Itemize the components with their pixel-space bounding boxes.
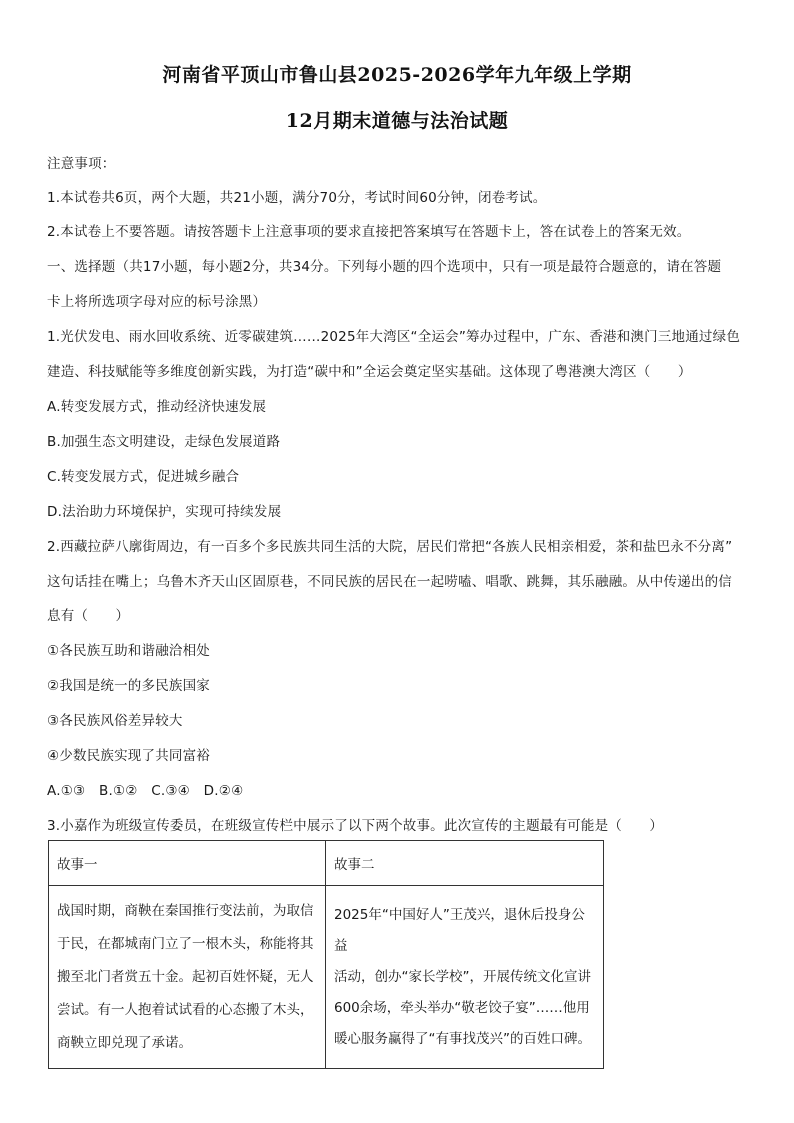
story-1-line: 尝试。有一人抱着试试看的心态搬了木头， <box>57 1001 314 1018</box>
question-1-option-a: A.转变发展方式，推动经济快速发展 <box>47 399 267 415</box>
story-2-line: 活动，创办“家长学校”，开展传统文化宣讲 <box>334 968 591 985</box>
question-2-options: A.①③ B.①② C.③④ D.②④ <box>47 783 244 799</box>
question-2-item-4: ④少数民族实现了共同富裕 <box>47 748 211 764</box>
story-2-header: 故事二 <box>326 841 604 886</box>
story-table-header-row <box>49 841 604 886</box>
question-2-item-1: ①各民族互助和谐融洽相处 <box>47 643 211 659</box>
notice-item-2: 2.本试卷上不要答题。请按答题卡上注意事项的要求直接把答案填写在答题卡上，答在试卷上的答案无效。 <box>47 224 691 240</box>
notice-heading: 注意事项： <box>47 156 116 172</box>
story-1-cell <box>49 886 326 1069</box>
story-2-line: 暖心服务赢得了“有事找茂兴”的百姓口碑。 <box>334 1030 591 1047</box>
question-3-stem: 3.小嘉作为班级宣传委员，在班级宣传栏中展示了以下两个故事。此次宣传的主题最有可能是（ ） <box>47 818 664 834</box>
story-2-line: 600余场，牵头举办“敬老饺子宴”……他用 <box>334 999 590 1016</box>
section-heading-line1: 一、选择题（共17小题，每小题2分，共34分。下列每小题的四个选项中，只有一项是最符合题意的，请在答题 <box>47 259 722 275</box>
question-2-stem-line2: 这句话挂在嘴上；乌鲁木齐天山区固原巷，不同民族的居民在一起唠嗑、唱歌、跳舞，其乐融融。从中传递出的信 <box>47 574 732 590</box>
question-2-stem-line3: 息有（ ） <box>47 608 130 624</box>
question-2-item-2: ②我国是统一的多民族国家 <box>47 678 211 694</box>
section-heading-line2: 卡上将所选项字母对应的标号涂黑） <box>47 294 267 310</box>
question-1-option-d: D.法治助力环境保护，实现可持续发展 <box>47 504 282 520</box>
story-1-line: 搬至北门者赏五十金。起初百姓怀疑，无人 <box>57 968 314 985</box>
question-1-stem-line1: 1.光伏发电、雨水回收系统、近零碳建筑……2025年大湾区“全运会”筹办过程中，广东、香港和澳门三地通过绿色 <box>47 329 741 345</box>
story-table-body-row <box>49 886 604 1069</box>
story-1-header: 故事一 <box>49 841 326 886</box>
story-1-line: 商鞅立即兑现了承诺。 <box>57 1034 192 1051</box>
exam-title-line1: 河南省平顶山市鲁山县2025-2026学年九年级上学期 <box>162 64 632 86</box>
exam-title-line2: 12月期末道德与法治试题 <box>285 110 509 132</box>
question-1-option-c: C.转变发展方式，促进城乡融合 <box>47 469 240 485</box>
question-1-stem-line2: 建造、科技赋能等多维度创新实践，为打造“碳中和”全运会奠定坚实基础。这体现了粤港澳大湾区（ ） <box>47 364 692 380</box>
question-1-option-b: B.加强生态文明建设，走绿色发展道路 <box>47 434 281 450</box>
notice-item-1: 1.本试卷共6页，两个大题，共21小题，满分70分，考试时间60分钟，闭卷考试。 <box>47 190 547 206</box>
story-1-line: 于民，在都城南门立了一根木头，称能将其 <box>57 935 314 952</box>
story-table <box>48 840 604 1069</box>
story-2-cell <box>326 886 604 1069</box>
story-1-line: 战国时期，商鞅在秦国推行变法前，为取信 <box>57 902 314 919</box>
question-2-stem-line1: 2.西藏拉萨八廓街周边，有一百多个多民族共同生活的大院，居民们常把“各族人民相亲相爱，茶和盐巴永不分离” <box>47 539 733 555</box>
question-2-item-3: ③各民族风俗差异较大 <box>47 713 183 729</box>
story-2-line: 2025年“中国好人”王茂兴，退休后投身公益 <box>334 906 585 954</box>
